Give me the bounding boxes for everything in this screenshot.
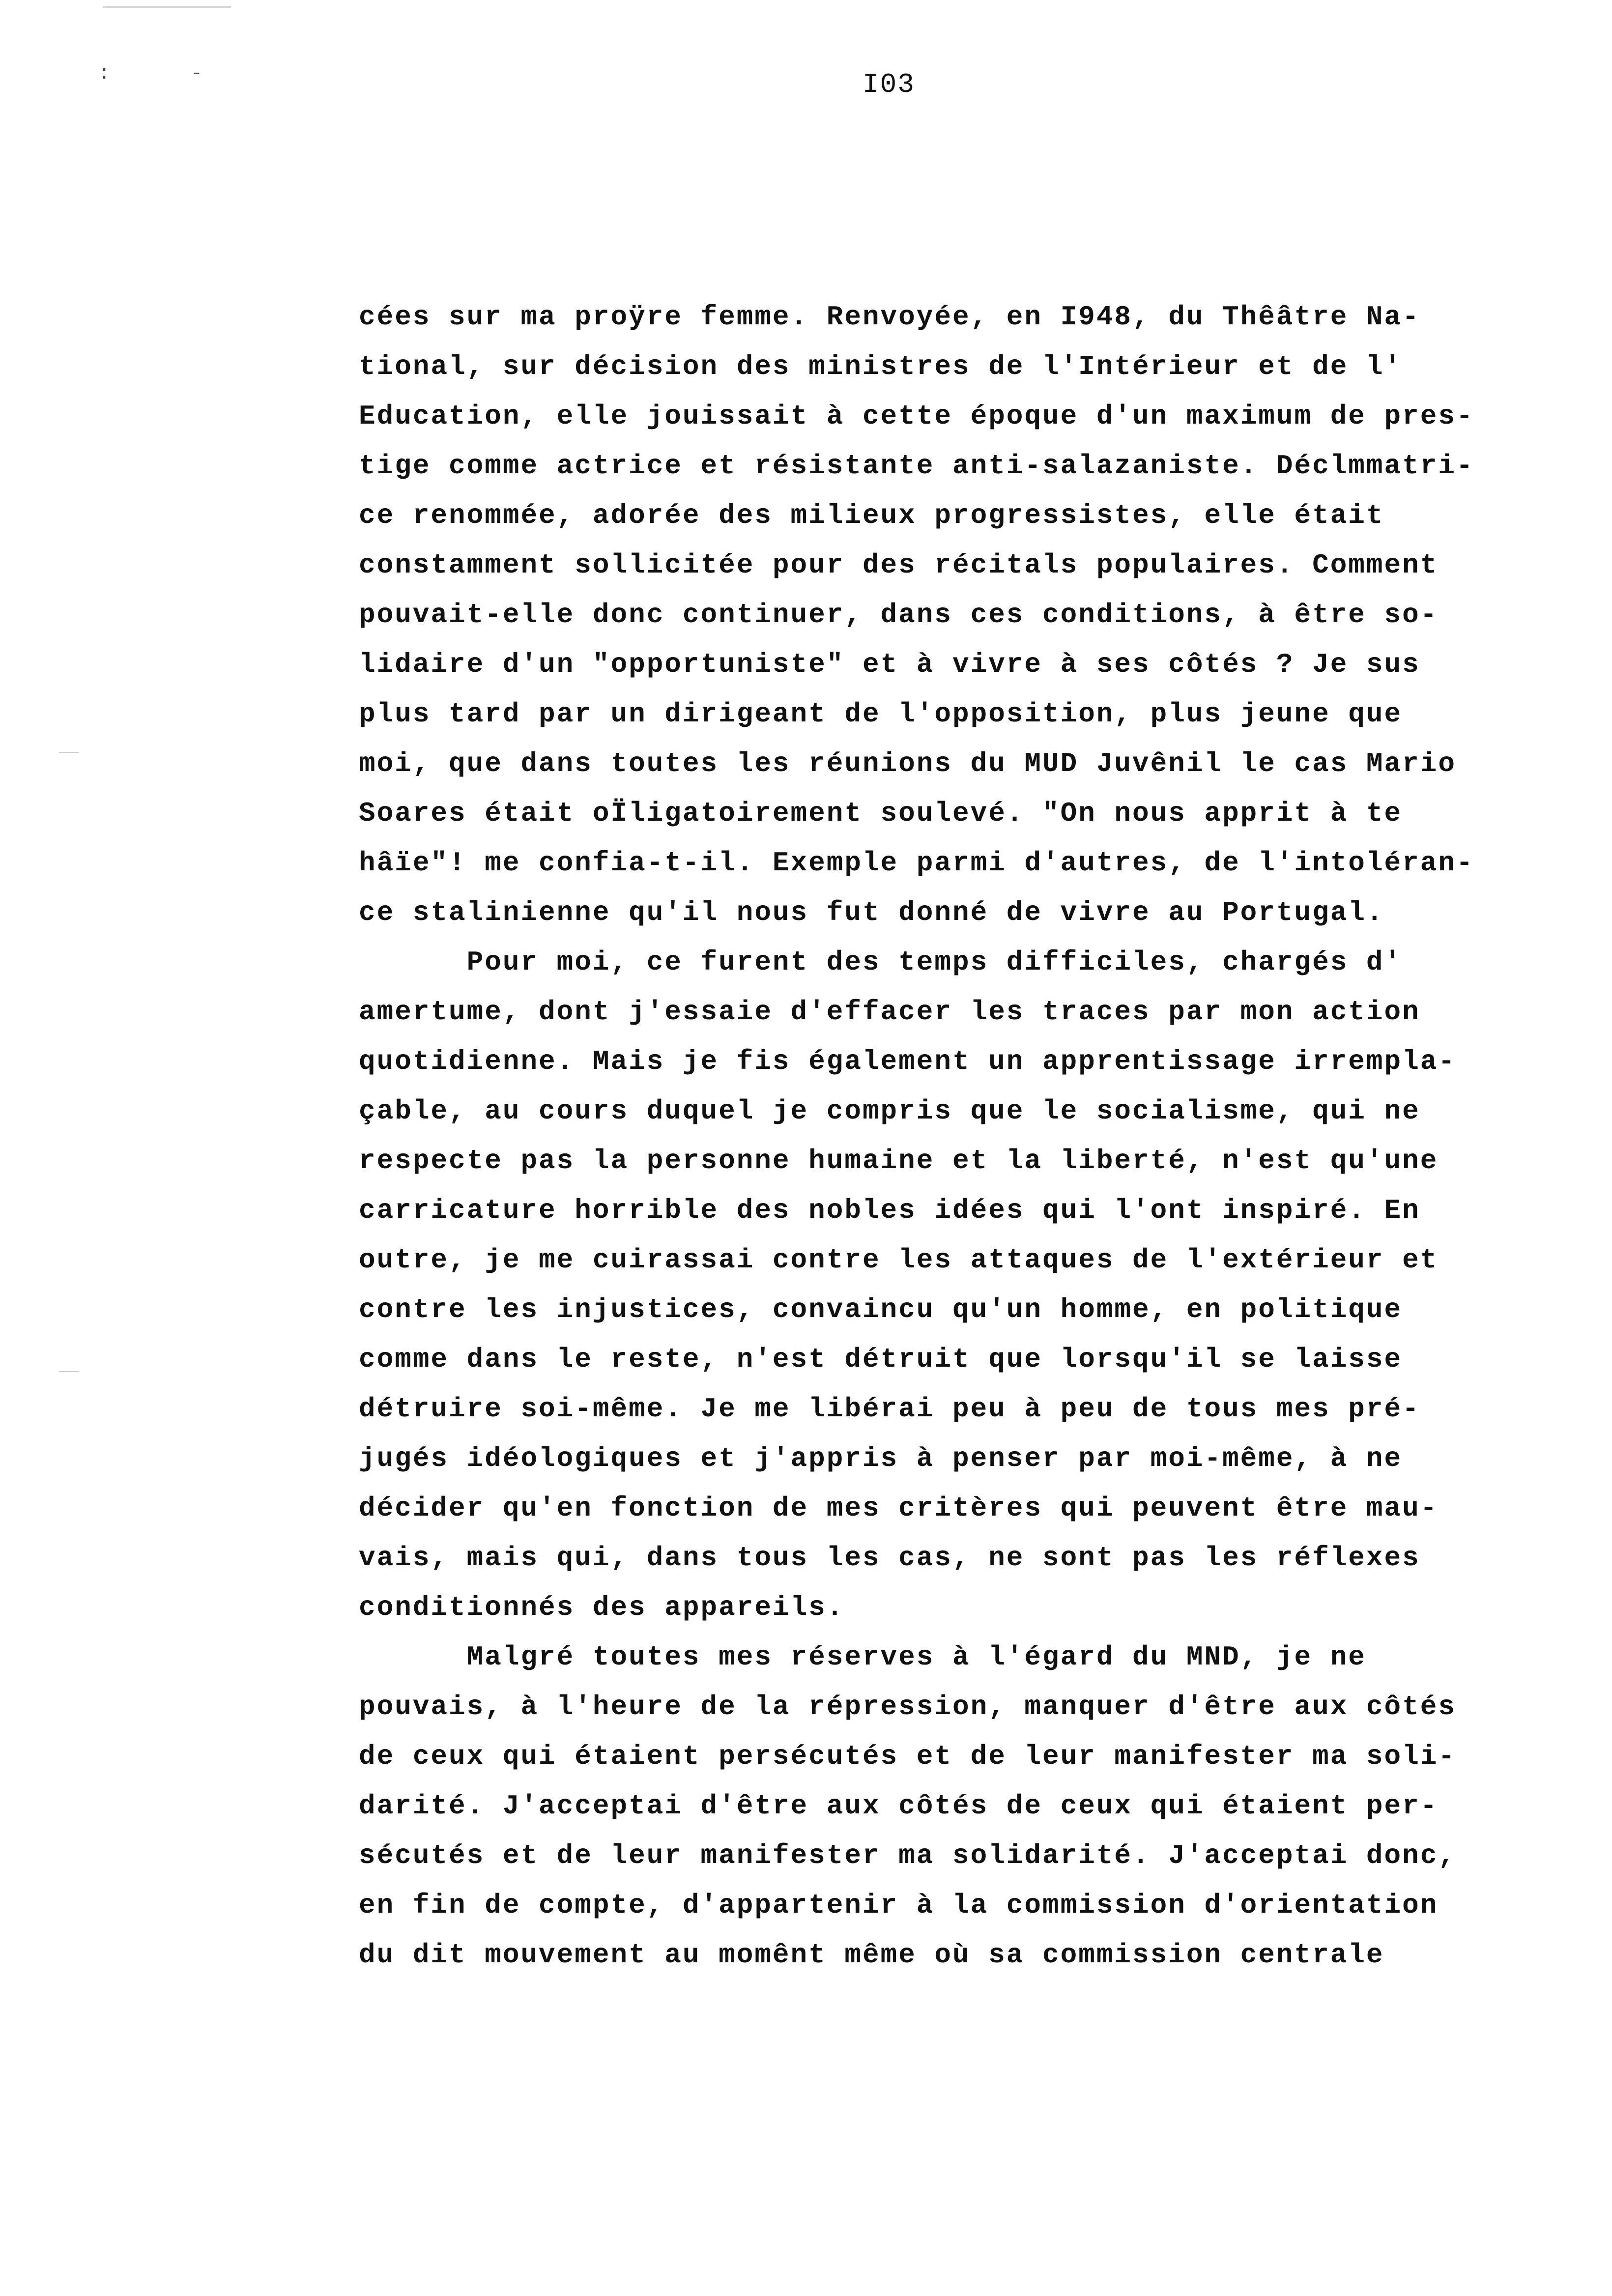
text-line: constamment sollicitée pour des récitals populaires. Comment [359, 549, 1439, 581]
text-line: comme dans le reste, n'est détruit que lorsqu'il se laisse [359, 1344, 1403, 1375]
text-line: darité. J'acceptai d'être aux côtés de ceux qui étaient per- [359, 1790, 1439, 1822]
margin-mark [59, 1371, 79, 1372]
text-line: Education, elle jouissait à cette époque d'un maximum de pres- [359, 401, 1474, 432]
text-line: Pour moi, ce furent des temps difficiles, chargés d' [359, 947, 1403, 978]
text-line: quotidienne. Mais je fis également un apprentissage irrempla- [359, 1046, 1456, 1077]
text-line: décider qu'en fonction de mes critères qui peuvent être mau- [359, 1492, 1439, 1524]
text-line: çable, au cours duquel je compris que le socialisme, qui ne [359, 1095, 1420, 1127]
text-line: pouvait-elle donc continuer, dans ces conditions, à être so- [359, 599, 1439, 631]
text-line: hâïe"! me confia-t-il. Exemple parmi d'autres, de l'intoléran- [359, 847, 1474, 879]
text-line: du dit mouvement au momênt même où sa commission centrale [359, 1939, 1384, 1971]
scan-artifact [103, 6, 231, 8]
text-line: de ceux qui étaient persécutés et de leur manifester ma soli- [359, 1741, 1456, 1772]
text-line: Malgré toutes mes réserves à l'égard du MND, je ne [359, 1641, 1366, 1673]
text-line: sécutés et de leur manifester ma solidarité. J'acceptai donc, [359, 1840, 1456, 1871]
text-line: outre, je me cuirassai contre les attaques de l'extérieur et [359, 1244, 1439, 1276]
text-line: Soares était oÏligatoirement soulevé. "On nous apprit à te [359, 798, 1403, 829]
text-line: cées sur ma proÿre femme. Renvoyée, en I948, du Thêâtre Na- [359, 301, 1420, 333]
text-line: contre les injustices, convaincu qu'un homme, en politique [359, 1294, 1403, 1325]
text-line: conditionnés des appareils. [359, 1592, 845, 1623]
text-line: en fin de compte, d'appartenir à la commission d'orientation [359, 1890, 1439, 1921]
text-line: vais, mais qui, dans tous les cas, ne sont pas les réflexes [359, 1542, 1420, 1574]
text-line: lidaire d'un "opportuniste" et à vivre à ses côtés ? Je sus [359, 649, 1420, 680]
text-line: carricature horrible des nobles idées qui l'ont inspiré. En [359, 1195, 1420, 1226]
text-line: tige comme actrice et résistante anti-salazaniste. Déclmmatri- [359, 450, 1474, 482]
text-line: plus tard par un dirigeant de l'opposition, plus jeune que [359, 698, 1403, 730]
text-line: jugés idéologiques et j'appris à penser par moi-même, à ne [359, 1443, 1403, 1474]
body-text [359, 292, 1563, 1980]
text-line: moi, que dans toutes les réunions du MUD Juvênil le cas Mario [359, 748, 1456, 779]
margin-mark [59, 752, 79, 753]
text-line: détruire soi-même. Je me libérai peu à peu de tous mes pré- [359, 1393, 1420, 1425]
corner-marks: : - [98, 63, 237, 85]
text-line: amertume, dont j'essaie d'effacer les traces par mon action [359, 996, 1420, 1028]
text-line: pouvais, à l'heure de la répression, manquer d'être aux côtés [359, 1691, 1456, 1722]
text-line: tional, sur décision des ministres de l'Intérieur et de l' [359, 351, 1403, 382]
text-line: ce stalinienne qu'il nous fut donné de vivre au Portugal. [359, 897, 1384, 928]
page-number: I03 [863, 69, 915, 100]
text-line: ce renommée, adorée des milieux progressistes, elle était [359, 500, 1384, 531]
text-line: respecte pas la personne humaine et la liberté, n'est qu'une [359, 1145, 1439, 1177]
